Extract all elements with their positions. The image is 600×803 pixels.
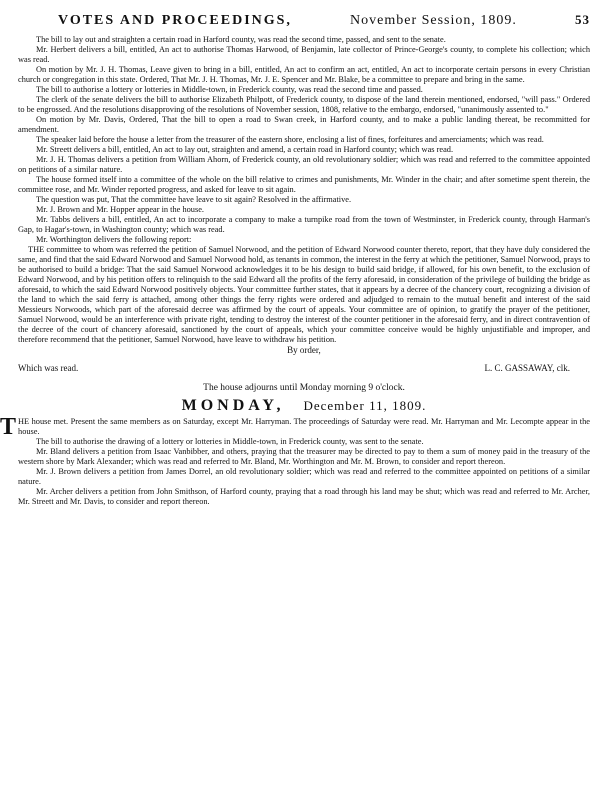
paragraph [0,414,590,440]
page-number: 53 [574,12,590,27]
paragraph-text: HE house met. Present the same members as on Saturday, except Mr. Harryman. The proceedings of Saturday were read. Mr. Harryman and Mr. Lecompte appear in the house. [18,417,590,436]
day-heading [18,397,590,414]
session-label: November Session, 1809. [350,13,517,28]
report-text: THE committee to whom was referred the petition of Samuel Norwood, and the petition of Edward Norwood counter thereto, report, that they have duly considered the same, and find that the said Edward Norwood and Samuel Norwood hold, as tenants in common, the interest in the ferry at which the petitioner, Samuel Norwood, prays to be authorised to build a bridge: That the said Samuel Norwood acknowledges it to be his design to build said bridge, if allowed, for his own benefit, to the exclusion of Edward Norwood, and by his petition offers to relinquish to the said Edward all the profits of the ferry aforesaid, in consideration of the privilege of building the bridge as aforesaid, to which the said Edward Norwood positively objects. Your committee further states, that it appears by a decree of the chancery court, recognizing a division of the land to which the said ferry is attached, among other things the ferry rights were ordered and adjudged to remain to the mutual benefit and interest of the said Messieurs Norwoods, which part of the aforesaid decree was affirmed by the court of appeals. Your committee are of opinion, to gratify the prayer of the petitioner, Samuel Norwood, would be an interference with private right, tending to destroy the interest of the counter petitioner in the aforesaid ferry, and in direct contravention of the decree of the court of chancery aforesaid, sanctioned by the court of appeals, which your committee conceive would be highly unjustifiable and improper, and therefore recommend that the petitioner, Samuel Norwood, have leave to withdraw his petition. [18,245,590,344]
body-text [0,35,590,507]
paragraph: The speaker laid before the house a letter from the treasurer of the eastern shore, enclosing a list of fines, forfeitures and amerciaments; which was read. [36,135,544,144]
paragraph: The question was put, That the committee have leave to sit again? Resolved in the affirmative. [36,195,352,204]
paragraph: Mr. J. H. Thomas delivers a petition from William Ahorn, of Frederick county, an old revolutionary soldier; which was read and referred to the committee appointed on petitions of a similar nature. [18,155,590,174]
committee-report [18,245,590,345]
paragraph: The house formed itself into a committee of the whole on the bill relative to crimes and punishments, Mr. Winder in the chair; and after sometime spent therein, the committee rose, and Mr. Winder reported progress, and asked for leave to sit again. [18,175,590,194]
paragraph: Mr. Archer delivers a petition from John Smithson, of Harford county, praying that a road through his land may be shut; which was read and referred to Mr. Archer, Mr. Streett and Mr. Davis, to consider and report thereon. [18,487,590,506]
proceedings-section-2 [0,414,590,507]
clerk-signature: L. C. GASSAWAY, clk. [484,363,570,373]
paragraph: The bill to authorise the drawing of a lottery or lotteries in Middle-town, in Frederick county, was sent to the senate. [36,437,424,446]
paragraph: The clerk of the senate delivers the bill to authorise Elizabeth Philpott, of Frederick county, to dispose of the land therein mentioned, endorsed, "will pass." Ordered to be engrossed. And the resolutions disapproving of the resolutions of November session, 1808, relative to the embargo, endorsed, "unanimously assented to." [18,95,590,114]
adjournment-note: The house adjourns until Monday morning 9 o'clock. [203,383,405,393]
paragraph: Mr. Worthington delivers the following report: [36,235,192,244]
paragraph: Mr. Tabbs delivers a bill, entitled, An act to incorporate a company to make a turnpike road from the town of Westminster, in Frederick county, through Harman's Gap, to Hagar's-town, in Washington county; which was read. [18,215,590,234]
running-head [58,12,590,29]
paragraph: The bill to authorise a lottery or lotteries in Middle-town, in Frederick county, was read the second time and passed. [36,85,423,94]
proceedings-section-1 [18,35,590,245]
paragraph: Mr. J. Brown and Mr. Hopper appear in the house. [36,205,205,214]
signoff-line [18,363,590,373]
read-note: Which was read. [18,363,79,373]
page-title: VOTES AND PROCEEDINGS, [58,13,292,28]
day-heading-day: MONDAY, [181,397,285,414]
paragraph: Mr. Herbert delivers a bill, entitled, An act to authorise Thomas Harwood, of Benjamin, late collector of Prince-George's county, to complete his collection; which was read. [18,45,590,64]
by-order: By order, [287,345,321,355]
paragraph: On motion by Mr. J. H. Thomas, Leave given to bring in a bill, entitled, An act to confirm an act, entitled, An act to incorporate certain persons in every Christian church or congregation in this state. Ordered, That Mr. J. H. Thomas, Mr. J. E. Spencer and Mr. Blake, be a committee to prepare and bring in the same. [18,65,590,84]
paragraph: Mr. Streett delivers a bill, entitled, An act to lay out, straighten and amend, a certain road in Harford county; which was read. [36,145,454,154]
day-heading-date: December 11, 1809. [303,398,427,413]
paragraph: On motion by Mr. Davis, Ordered, That the bill to open a road to Swan creek, in Harford county, and to make a public landing thereat, be recommitted for amendment. [18,115,590,134]
drop-cap: T [0,414,17,440]
paragraph: Mr. Bland delivers a petition from Isaac Vanbibber, and others, praying that the treasurer may be directed to pay to them a sum of money paid in the treasury of the western shore by Mark Alexander; which was read and referred to Mr. Bland, Mr. Worthington and Mr. M. Brown, to consider and report thereon. [18,447,590,466]
paragraph: Mr. J. Brown delivers a petition from James Dorrel, an old revolutionary soldier; which was read and referred to the committee appointed on petitions of a similar nature. [18,467,590,486]
paragraph: The bill to lay out and straighten a certain road in Harford county, was read the second time, passed, and sent to the senate. [36,35,446,44]
